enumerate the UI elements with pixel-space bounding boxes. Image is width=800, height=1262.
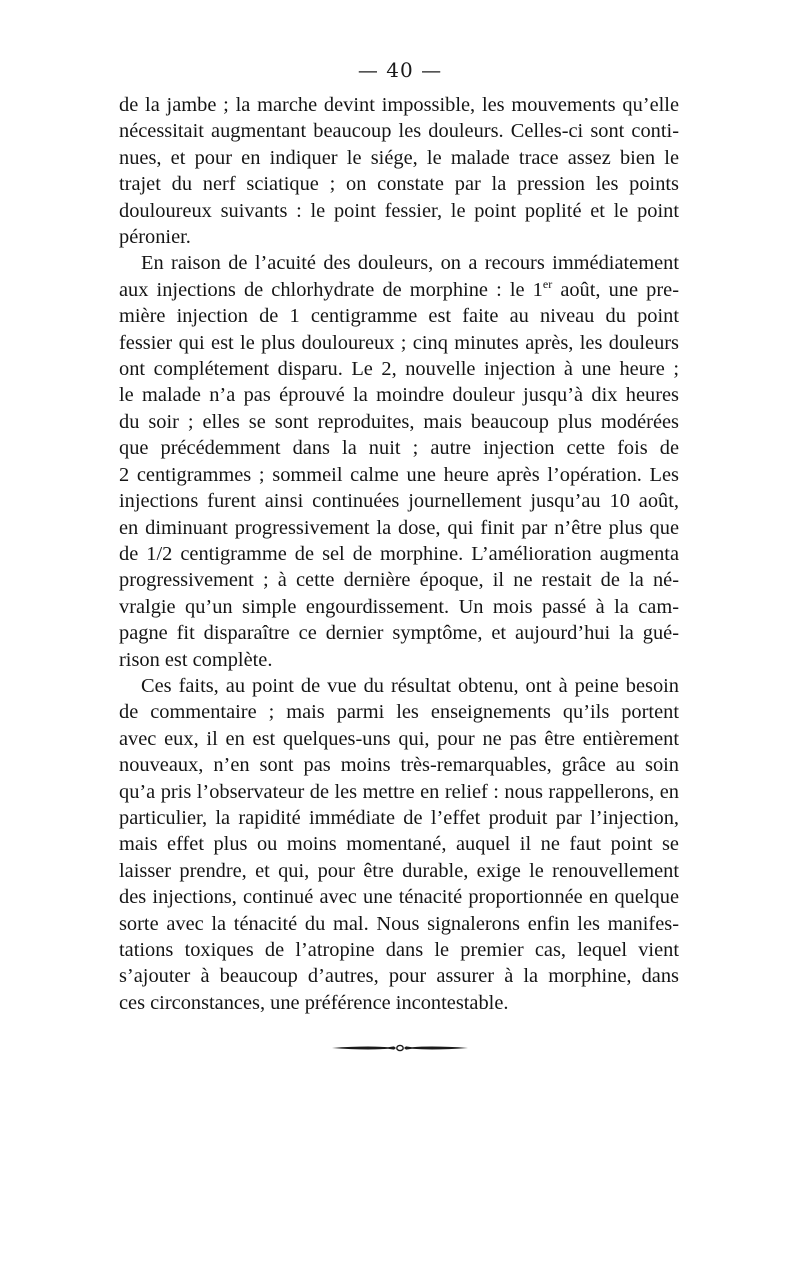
text-line: progressivement ; à cette dernière époque, il ne restait de la né- bbox=[119, 569, 679, 592]
body-text bbox=[119, 92, 679, 1016]
text-line: du soir ; elles se sont reproduites, mais beaucoup plus modérées bbox=[119, 410, 679, 433]
text-line: aux injections de chlorhydrate de morphine : le 1er août, une pre- bbox=[119, 277, 680, 301]
text-line: ont complétement disparu. Le 2, nouvelle injection à une heure ; bbox=[119, 358, 679, 381]
superscript-er: er bbox=[542, 277, 553, 292]
text-line: particulier, la rapidité immédiate de l’effet produit par l’injection, bbox=[119, 806, 679, 829]
text-line: rison est complète. bbox=[119, 648, 273, 671]
text-line: fessier qui est le plus douloureux ; cinq minutes après, les douleurs bbox=[119, 331, 679, 354]
text-line: avec eux, il en est quelques-uns qui, pour ne pas être entièrement bbox=[119, 727, 679, 750]
text-line: en diminuant progressivement la dose, qui finit par n’être plus que bbox=[119, 516, 679, 539]
text-line: de 1/2 centigramme de sel de morphine. L’amélioration augmenta bbox=[119, 542, 679, 565]
text-line: trajet du nerf sciatique ; on constate par la pression les points bbox=[119, 173, 679, 196]
text-line: 2 centigrammes ; sommeil calme une heure après l’opération. Les bbox=[119, 463, 679, 486]
paragraph-1 bbox=[119, 92, 679, 250]
text-line: pagne fit disparaître ce dernier symptôme, et aujourd’hui la gué- bbox=[119, 622, 679, 645]
text-line: de commentaire ; mais parmi les enseignements qu’ils portent bbox=[119, 701, 679, 724]
tailpiece-rule-icon bbox=[330, 1043, 470, 1053]
page-number: — 40 — bbox=[357, 58, 443, 82]
text-line: douloureux suivants : le point fessier, le point poplité et le point bbox=[119, 199, 679, 222]
text-line: tations toxiques de l’atropine dans le premier cas, lequel vient bbox=[119, 939, 679, 961]
text-line: le malade n’a pas éprouvé la moindre douleur jusqu’à dix heures bbox=[119, 384, 679, 407]
text-line: mière injection de 1 centigramme est faite au niveau du point bbox=[119, 305, 679, 328]
text-line: nues, et pour en indiquer le siége, le malade trace assez bien le bbox=[119, 146, 679, 169]
text-line: que précédemment dans la nuit ; autre injection cette fois de bbox=[119, 437, 679, 460]
text-line: Ces faits, au point de vue du résultat obtenu, ont à peine besoin bbox=[141, 674, 679, 697]
paragraph-2 bbox=[119, 250, 679, 673]
text-line: laisser prendre, et qui, pour être durable, exige le renouvellement bbox=[119, 859, 679, 882]
text-line: vralgie qu’un simple engourdissement. Un mois passé à la cam- bbox=[119, 595, 679, 618]
text-line: s’ajouter à beaucoup d’autres, pour assurer à la morphine, dans bbox=[119, 965, 679, 988]
text-line: ces circonstances, une préférence incontestable. bbox=[119, 991, 509, 1014]
text-line: mais effet plus ou moins momentané, auquel il ne faut point se bbox=[119, 833, 679, 856]
text-line: En raison de l’acuité des douleurs, on a recours immédiatement bbox=[141, 252, 679, 275]
text-line: sorte avec la ténacité du mal. Nous signalerons enfin les manifes- bbox=[119, 912, 679, 935]
text-line: qu’a pris l’observateur de les mettre en relief : nous rappellerons, en bbox=[119, 780, 679, 803]
text-line: des injections, continué avec une ténacité proportionnée en quelque bbox=[119, 886, 679, 909]
text-line: péronier. bbox=[119, 226, 191, 249]
text-line: nécessitait augmentant beaucoup les douleurs. Celles-ci sont conti- bbox=[119, 120, 679, 143]
text-line: de la jambe ; la marche devint impossible, les mouvements qu’elle bbox=[119, 94, 679, 116]
text-line: injections furent ainsi continuées journellement jusqu’au 10 août, bbox=[119, 490, 679, 513]
text-line: nouveaux, n’en sont pas moins très-remarquables, grâce au soin bbox=[119, 754, 679, 777]
paragraph-3 bbox=[119, 673, 679, 1016]
